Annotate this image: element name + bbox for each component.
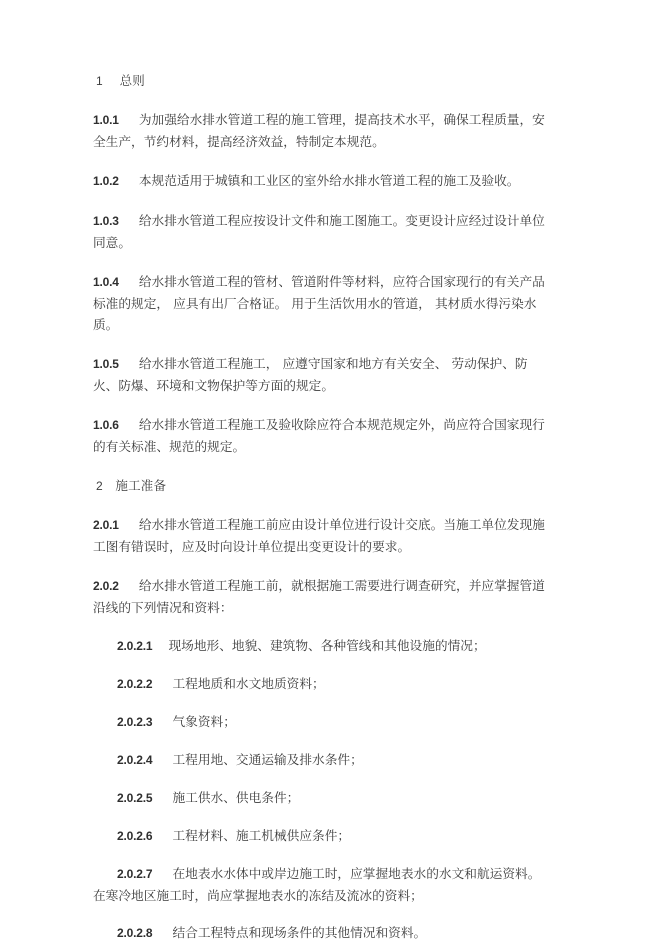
subitem-2-0-2-5 [93, 787, 548, 809]
document-body [93, 72, 548, 944]
spacer [93, 253, 548, 271]
subitem-list [93, 635, 548, 944]
chapter-heading-1 [93, 72, 548, 90]
clause-1-0-5 [93, 353, 548, 396]
spacer [93, 847, 548, 863]
subitem-2-0-2-4 [93, 749, 548, 771]
clause-1-0-3 [93, 210, 548, 253]
subitem-2-0-2-2-number: 2.0.2.2 [117, 677, 153, 691]
clause-1-0-1 [93, 109, 548, 152]
subitem-2-0-2-1 [93, 635, 548, 657]
clause-1-0-2-text: 本规范适用于城镇和工业区的室外给水排水管道工程的施工及验收。 [138, 173, 520, 188]
clause-1-0-4 [93, 271, 548, 335]
chapter-heading-2-number: 2 [96, 479, 103, 493]
subitem-2-0-2-3 [93, 711, 548, 733]
subitem-2-0-2-7-text: 在地表水水体中或岸边施工时，应掌握地表水的水文和航运资料。在寒冷地区施工时，尚应掌握地表水的冻结及流冰的资料； [93, 866, 541, 903]
subitem-2-0-2-7-number: 2.0.2.7 [117, 867, 153, 881]
clause-1-0-2 [93, 170, 548, 192]
subitem-2-0-2-6-text: 工程材料、施工机械供应条件； [172, 828, 351, 843]
clause-2-0-2 [93, 575, 548, 618]
spacer [93, 809, 548, 825]
spacer [93, 152, 548, 170]
subitem-2-0-2-8-text: 结合工程特点和现场条件的其他情况和资料。 [172, 925, 427, 940]
clause-1-0-6 [93, 414, 548, 457]
spacer [93, 906, 548, 922]
chapter-heading-1-title: 总则 [119, 73, 145, 88]
subitem-2-0-2-2-text: 工程地质和水文地质资料； [172, 676, 325, 691]
subitem-2-0-2-7 [93, 863, 548, 906]
clause-1-0-3-number: 1.0.3 [93, 214, 119, 228]
clause-1-0-1-number: 1.0.1 [93, 113, 119, 127]
clause-1-0-5-text: 给水排水管道工程施工， 应遵守国家和地方有关安全、 劳动保护、防火、防爆、环境和文物保护等方面的规定。 [93, 356, 528, 393]
subitem-2-0-2-6 [93, 825, 548, 847]
subitem-2-0-2-4-number: 2.0.2.4 [117, 753, 153, 767]
subitem-2-0-2-2 [93, 673, 548, 695]
spacer [93, 695, 548, 711]
subitem-2-0-2-6-number: 2.0.2.6 [117, 829, 153, 843]
clause-2-0-2-text: 给水排水管道工程施工前，就根据施工需要进行调查研究，并应掌握管道沿线的下列情况和资料： [93, 578, 545, 615]
subitem-2-0-2-1-number: 2.0.2.1 [117, 639, 153, 653]
clause-1-0-3-text: 给水排水管道工程应按设计文件和施工图施工。变更设计应经过设计单位同意。 [93, 213, 545, 250]
clause-1-0-4-text: 给水排水管道工程的管材、管道附件等材料，应符合国家现行的有关产品标准的规定， 应具有出厂合格证。 用于生活饮用水的管道， 其材质水得污染水质。 [93, 274, 545, 332]
chapter-heading-1-number: 1 [96, 74, 103, 88]
spacer [93, 657, 548, 673]
clause-2-0-1 [93, 514, 548, 557]
clause-1-0-4-number: 1.0.4 [93, 275, 119, 289]
spacer [93, 733, 548, 749]
chapter-heading-2-title: 施工准备 [115, 478, 167, 493]
clause-1-0-2-number: 1.0.2 [93, 174, 119, 188]
clause-2-0-2-number: 2.0.2 [93, 579, 119, 593]
subitem-2-0-2-5-text: 施工供水、供电条件； [172, 790, 300, 805]
subitem-2-0-2-1-text: 现场地形、地貌、建筑物、各种管线和其他设施的情况； [168, 638, 486, 653]
subitem-2-0-2-8 [93, 922, 548, 944]
clause-2-0-1-text: 给水排水管道工程施工前应由设计单位进行设计交底。当施工单位发现施工图有错误时，应及时向设计单位提出变更设计的要求。 [93, 517, 545, 554]
spacer [93, 557, 548, 575]
spacer [93, 192, 548, 210]
clause-2-0-1-number: 2.0.1 [93, 518, 119, 532]
subitem-2-0-2-3-number: 2.0.2.3 [117, 715, 153, 729]
clause-1-0-5-number: 1.0.5 [93, 357, 119, 371]
spacer [93, 335, 548, 353]
spacer [93, 457, 548, 477]
subitem-2-0-2-3-text: 气象资料； [172, 714, 236, 729]
spacer [93, 396, 548, 414]
chapter-heading-2 [93, 477, 548, 495]
subitem-2-0-2-5-number: 2.0.2.5 [117, 791, 153, 805]
clause-1-0-6-text: 给水排水管道工程施工及验收除应符合本规范规定外，尚应符合国家现行的有关标准、规范的规定。 [93, 417, 545, 454]
clause-1-0-6-number: 1.0.6 [93, 418, 119, 432]
spacer [93, 495, 548, 514]
spacer [93, 90, 548, 109]
spacer [93, 618, 548, 635]
clause-1-0-1-text: 为加强给水排水管道工程的施工管理，提高技术水平，确保工程质量，安全生产，节约材料，提高经济效益，特制定本规范。 [93, 112, 545, 149]
spacer [93, 771, 548, 787]
subitem-2-0-2-8-number: 2.0.2.8 [117, 926, 153, 940]
subitem-2-0-2-4-text: 工程用地、交通运输及排水条件； [172, 752, 363, 767]
